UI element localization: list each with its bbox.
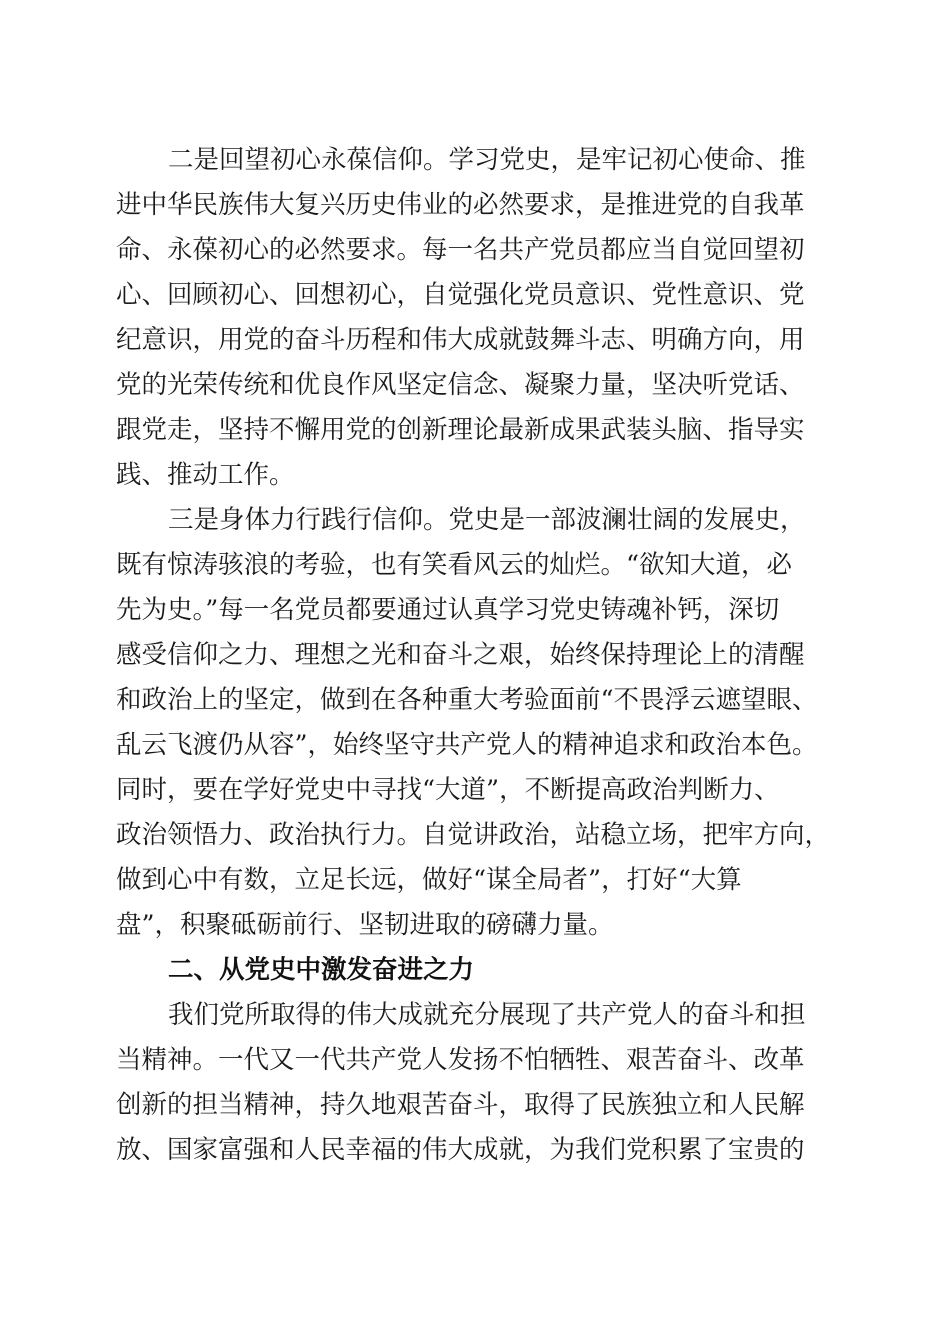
paragraph-2-line-7: 同时，要在学好党史中寻找“大道”，不断提高政治判断力、	[116, 775, 780, 805]
paragraph-2-line-4: 感受信仰之力、理想之光和奋斗之艰，始终保持理论上的清醒	[116, 640, 805, 670]
paragraph-1-text: 学习党史，是牢记初心使命、推	[448, 145, 806, 175]
closing-paragraph-line-4: 放、国家富强和人民幸福的伟大成就，为我们党积累了宝贵的	[116, 1135, 805, 1165]
paragraph-2-line-8: 政治领悟力、政治执行力。自觉讲政治，站稳立场，把牢方向，	[116, 820, 831, 850]
paragraph-1-line-1	[168, 138, 806, 182]
paragraph-1-line-3: 命、永葆初心的必然要求。每一名共产党员都应当自觉回望初	[116, 235, 805, 265]
closing-paragraph-line-2: 当精神。一代又一代共产党人发扬不怕牺牲、艰苦奋斗、改革	[116, 1045, 805, 1075]
paragraph-1-line-7: 跟党走，坚持不懈用党的创新理论最新成果武装头脑、指导实	[116, 415, 805, 445]
paragraph-1-line-8: 践、推动工作。	[116, 460, 295, 490]
paragraph-2-line-1	[168, 498, 806, 542]
paragraph-1-line-6: 党的光荣传统和优良作风坚定信念、凝聚力量，坚决听党话、	[116, 370, 805, 400]
closing-paragraph-line-1: 我们党所取得的伟大成就充分展现了共产党人的奋斗和担	[168, 1000, 806, 1030]
paragraph-1-line-2: 进中华民族伟大复兴历史伟业的必然要求，是推进党的自我革	[116, 190, 805, 220]
paragraph-1-lead: 二是回望初心永葆信仰。	[168, 145, 449, 175]
paragraph-2-line-5: 和政治上的坚定，做到在各种重大考验面前“不畏浮云遮望眼、	[116, 685, 818, 715]
paragraph-1-line-5: 纪意识，用党的奋斗历程和伟大成就鼓舞斗志、明确方向，用	[116, 325, 805, 355]
paragraph-2-text: 党史是一部波澜壮阔的发展史，	[448, 505, 806, 535]
section-heading: 二、从党史中激发奋进之力	[168, 955, 475, 985]
paragraph-1-line-4: 心、回顾初心、回想初心，自觉强化党员意识、党性意识、党	[116, 280, 805, 310]
paragraph-2-line-3: 先为史。”每一名党员都要通过认真学习党史铸魂补钙，深切	[116, 595, 780, 625]
paragraph-2-line-6: 乱云飞渡仍从容”，始终坚守共产党人的精神追求和政治本色。	[116, 730, 818, 760]
paragraph-2-lead: 三是身体力行践行信仰。	[168, 505, 449, 535]
paragraph-2-line-2: 既有惊涛骇浪的考验，也有笑看风云的灿烂。“欲知大道，必	[116, 550, 793, 580]
paragraph-2-line-10: 盘”，积聚砥砺前行、坚韧进取的磅礴力量。	[116, 910, 614, 940]
paragraph-2-line-9: 做到心中有数，立足长远，做好“谋全局者”，打好“大算	[116, 865, 742, 895]
closing-paragraph-line-3: 创新的担当精神，持久地艰苦奋斗，取得了民族独立和人民解	[116, 1090, 805, 1120]
